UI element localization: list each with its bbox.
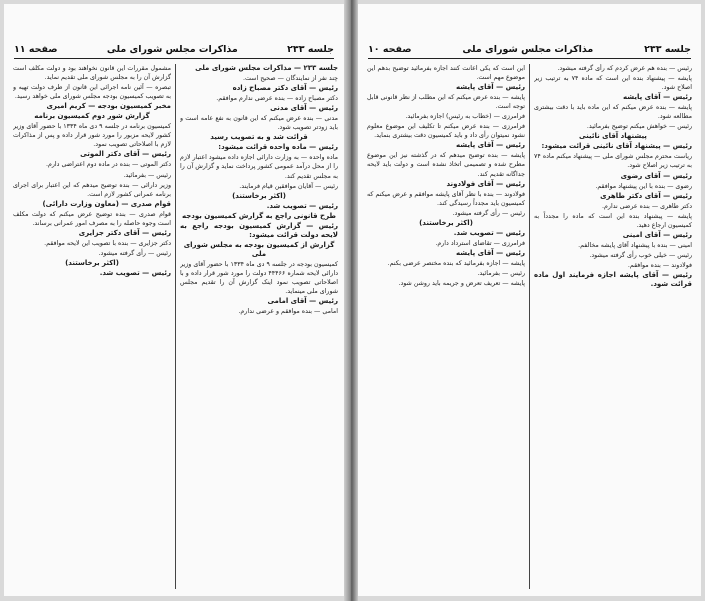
paragraph: طرح قانونی راجع به گزارش کمیسیون بودجه [181, 211, 337, 220]
paragraph: رئیس — آقای پایشه [455, 83, 525, 92]
right-column-divider [529, 64, 530, 589]
paragraph: رئیس — گزارش کمیسیون بودجه راجع به لایحه دولت قرائت میشود: [180, 221, 338, 239]
paragraph: رئیس — آقای رضوی [620, 171, 692, 180]
paragraph: این است که یکی اعانت کنند اجازه بفرمائید توضیح بدهم این موضوع مهم است. [367, 65, 525, 82]
paragraph: رئیس — بفرمائید. [123, 171, 171, 179]
paragraph: رئیس — رأی گرفته میشود. [452, 209, 525, 217]
paragraph: تبصره — آئین نامه اجرائی این قانون از طرف دولت تهیه و به تصویب کمیسیون بودجه مجلس شورای ملی خواهد رسید. [13, 84, 171, 101]
paragraph: فرامرزی — تقاضای استرداد دارم. [435, 239, 525, 247]
paragraph: وزیر دارائی — بنده توضیح میدهم که این اعتبار برای اجرای برنامه عمرانی کشور لازم است. [13, 181, 171, 198]
left-page-left-column [13, 64, 171, 589]
paragraph: امامی — بنده موافقم و عرضی ندارم. [238, 308, 338, 316]
paragraph: مدنی — بنده عرض میکنم که این قانون به نفع عامه است و باید زودتر تصویب شود. [180, 115, 338, 132]
paragraph: رئیس — آقای دکتر الموتی [80, 150, 171, 159]
paragraph: دکتر طاهری — بنده عرضی ندارم. [602, 202, 692, 210]
paragraph: جلسه ۲۳۳ — مذاکرات مجلس شورای ملی [195, 64, 338, 72]
right-header-title: مذاکرات مجلس شورای ملی [462, 43, 594, 55]
paragraph: دکتر جزایری — بنده با تصویب این لایحه موافقم. [44, 239, 171, 247]
paragraph: فولادوند — بنده موافقم. [627, 261, 692, 269]
right-page [358, 4, 701, 596]
left-page [4, 4, 344, 596]
paragraph: رئیس — رأی گرفته میشود. [98, 249, 171, 257]
paragraph: دکتر الموتی — بنده در ماده دوم اعتراضی دارم. [45, 161, 171, 169]
paragraph: رئیس — تصویب شد. [453, 228, 525, 237]
left-header-title: مذاکرات مجلس شورای ملی [106, 43, 238, 55]
paragraph: رئیس — آقای پایشه [455, 248, 525, 257]
paragraph: رئیس — پیشنهاد آقای نائینی قرائت میشود: [541, 142, 692, 151]
paragraph: ریاست محترم مجلس شورای ملی — پیشنهاد میکنم ماده ۷۴ به ترتیب زیر اصلاح شود. [534, 153, 692, 170]
paragraph: مشمول مقررات این قانون نخواهند بود و دولت مکلف است گزارش آن را به مجلس شورای ملی تقدیم نماید. [13, 65, 171, 82]
paragraph: رئیس — ماده واحده قرائت میشود: [218, 143, 338, 152]
paragraph: رئیس — بفرمائید. [477, 269, 525, 277]
paragraph: رئیس — تصویب شد. [99, 268, 171, 277]
paragraph: پایشه — بنده عرض میکنم که این ماده باید با دقت بیشتری مطالعه شود. [534, 104, 692, 121]
paragraph: رئیس — تصویب شد. [266, 201, 338, 210]
left-page-header [14, 42, 334, 56]
paragraph: قوام صدری — (معاون وزارت دارائی) [42, 199, 171, 208]
paragraph: رئیس — آقای مدنی [270, 104, 338, 113]
paragraph: امینی — بنده با پیشنهاد آقای پایشه مخالفم. [578, 241, 692, 249]
paragraph: رئیس — آقای پایشه اجازه فرمایند اول ماده قرائت شود. [534, 270, 692, 289]
right-page-number: صفحه ۱۰ [368, 43, 412, 55]
right-page-right-column [534, 64, 692, 589]
paragraph: پایشه — تعریف تعرض و جریمه باید روشن شود. [398, 280, 525, 288]
paragraph: مخبر کمیسیون بودجه — کریم امیری [46, 102, 171, 111]
paragraph: دکتر مصباح زاده — بنده عرضی ندارم موافقم. [216, 95, 338, 103]
left-header-rule [14, 58, 334, 59]
paragraph: فرامرزی — (خطاب به رئیس) اجازه بفرمائید. [405, 113, 525, 121]
paragraph: پایشه — پیشنهاد بنده این است که ماده را مجدداً به کمیسیون ارجاع دهید. [534, 212, 692, 229]
book-gutter [344, 0, 358, 601]
left-page-right-column [180, 64, 338, 589]
paragraph: کمیسیون برنامه در جلسه ۹ دی ماه ۱۳۳۴ با حضور آقای وزیر کشور لایحه مزبور را مورد شور قرار داده و پس از مذاکرات لازم با اصلاحاتی تصویب نمود. [13, 123, 171, 149]
paragraph: (اکثر برخاستند) [232, 191, 286, 200]
paragraph: رئیس — بنده هم عرض کردم که رأی گرفته میشود. [557, 65, 692, 72]
paragraph: (اکثر برخاستند) [65, 258, 119, 267]
paragraph: رئیس — خواهش میکنم توضیح بفرمائید. [586, 123, 692, 131]
paragraph: رضوی — بنده با این پیشنهاد موافقم. [595, 182, 692, 190]
paragraph: کمیسیون بودجه در جلسه ۹ دی ماه ۱۳۳۴ با حضور آقای وزیر دارائی لایحه شماره ۴۴۴۶۶ دولت را مورد شور قرار داده و با اصلاحاتی تصویب نمود اینک گزارش آن را تقدیم مجلس شورای ملی مینماید. [180, 260, 338, 296]
paragraph: قوام صدری — بنده توضیح عرض میکنم که دولت مکلف است وجوه حاصله را به مصرف امور عمرانی برساند. [13, 210, 171, 227]
paragraph: رئیس — آقای دکتر جزایری [78, 228, 171, 237]
paragraph: رئیس — آقای امامی [267, 297, 338, 306]
paragraph: رئیس — آقای پایشه [455, 141, 525, 150]
paragraph: رئیس — آقای دکتر طاهری [600, 191, 692, 200]
paragraph: رئیس — خیلی خوب رأی گرفته میشود. [589, 251, 692, 259]
paragraph: چند نفر از نمایندگان — صحیح است. [242, 75, 338, 83]
paragraph: قرائت شد و به تصویب رسید [210, 133, 308, 142]
right-page-header [368, 42, 691, 56]
paragraph: رئیس — آقایان موافقین قیام فرمایند. [239, 182, 338, 190]
paragraph: رئیس — آقای فولادوند [446, 179, 525, 188]
right-header-rule [368, 58, 691, 59]
paragraph: گزارش شور دوم کمیسیون برنامه [34, 112, 150, 121]
left-column-divider [175, 64, 176, 589]
paragraph: پیشنهاد آقای نائینی [579, 132, 647, 141]
right-page-left-column [367, 64, 525, 589]
paragraph: ماده واحده — به وزارت دارائی اجازه داده میشود اعتبار لازم را از محل درآمد عمومی کشور پرداخت نماید و گزارش آن را به مجلس تقدیم کند. [180, 154, 338, 180]
left-page-number: صفحه ۱۱ [14, 43, 58, 55]
paragraph: رئیس — آقای دکتر مصباح زاده [232, 84, 338, 93]
paragraph: رئیس — آقای امینی [622, 230, 692, 239]
paragraph: (اکثر برخاستند) [419, 218, 473, 227]
paragraph: پایشه — پیشنهاد بنده این است که ماده ۷۴ به ترتیب زیر اصلاح شود. [534, 75, 692, 92]
paragraph: پایشه — اجازه بفرمائید که بنده مختصر عرضی بکنم. [387, 259, 525, 267]
paragraph: گزارش از کمیسیون بودجه به مجلس شورای ملی [183, 240, 335, 258]
paragraph: پایشه — بنده عرض میکنم که این مطلب از نظر قانونی قابل توجه است. [367, 94, 525, 111]
paragraph: رئیس — آقای پایشه [622, 93, 692, 102]
right-session-label: جلسه ۲۳۳ [644, 43, 691, 55]
left-session-label: جلسه ۲۳۳ [287, 43, 334, 55]
paragraph: فولادوند — بنده با نظر آقای پایشه موافقم و عرض میکنم که کمیسیون باید مجدداً رسیدگی کند. [367, 190, 525, 207]
paragraph: پایشه — بنده توضیح میدهم که در گذشته نیز این موضوع مطرح شده و تصمیمی اتخاذ نشده است و دولت باید لایحه جداگانه تقدیم کند. [367, 152, 525, 178]
paragraph: فرامرزی — بنده عرض میکنم تا تکلیف این موضوع معلوم نشود نمیتوان رأی داد و باید کمیسیون دقت بیشتری بنماید. [367, 123, 525, 140]
